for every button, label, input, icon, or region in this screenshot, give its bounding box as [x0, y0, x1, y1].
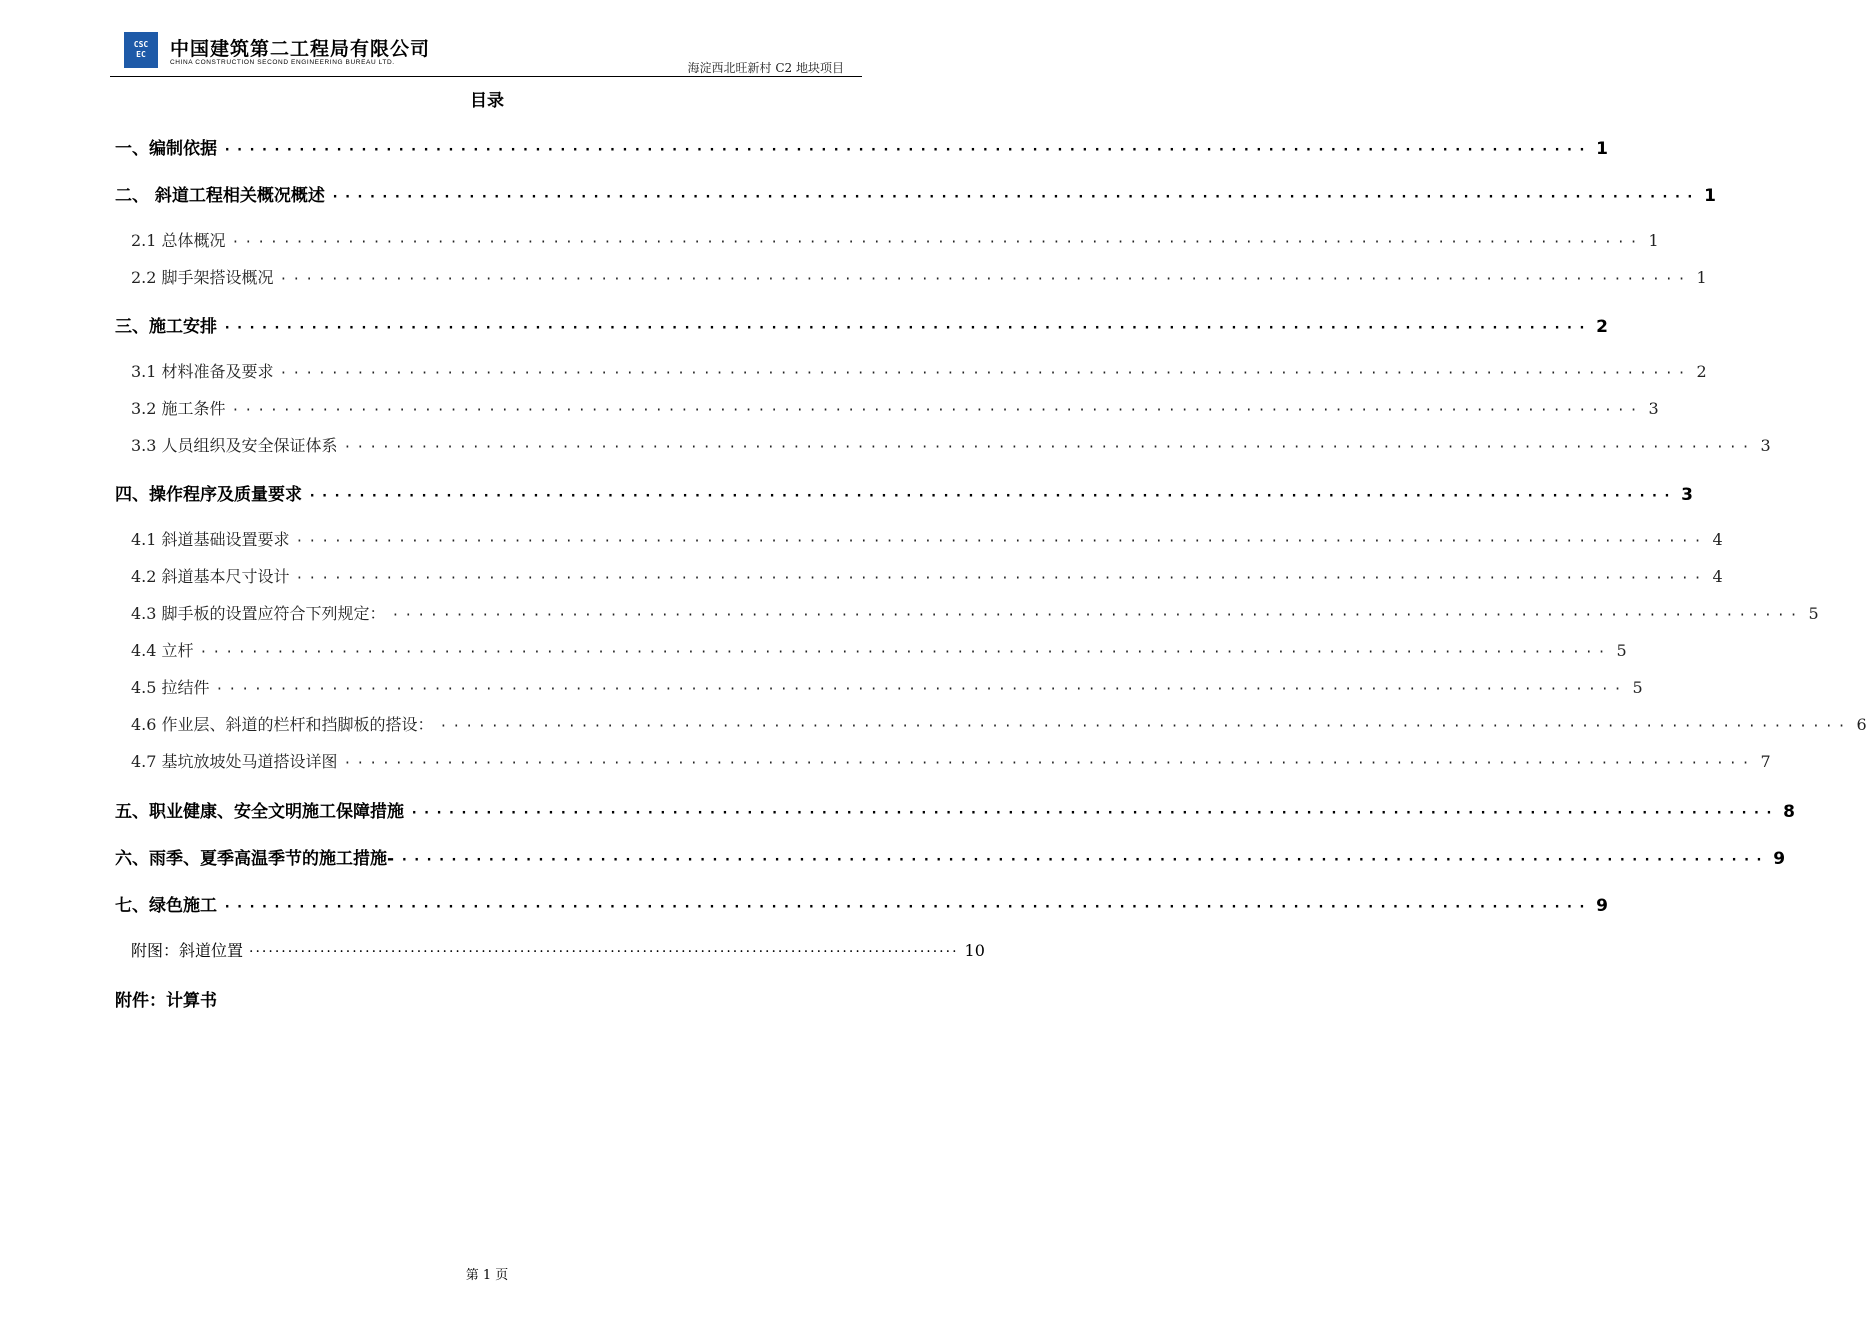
toc-leader-dots: ·············································································································· [279, 272, 1691, 287]
toc-leader-dots: ·············································································································· [343, 756, 1755, 771]
toc-entry-label: 2.2 脚手架搭设概况 [131, 268, 274, 287]
toc-entry-label: 4.5 拉结件 [131, 678, 210, 697]
toc-entry-3-2[interactable] [131, 396, 1659, 419]
toc-entry-2[interactable] [115, 181, 1716, 206]
toc-leader-dots: ·············································································································· [279, 366, 1691, 381]
toc-entry-page: 1 [1596, 139, 1609, 159]
toc-entry-3[interactable] [115, 312, 1609, 337]
toc-entry-label: 4.6 作业层、斜道的栏杆和挡脚板的搭设： [131, 715, 434, 734]
project-name: 海淀西北旺新村 C2 地块项目 [687, 61, 844, 75]
toc-entry-page: 9 [1596, 896, 1609, 916]
toc-leader-dots: ·············································································································· [391, 608, 1803, 623]
toc-entry-label: 3.3 人员组织及安全保证体系 [131, 436, 338, 455]
logo-text-bottom: EC [136, 50, 146, 59]
toc-entry-label: 一、编制依据 [115, 139, 217, 159]
toc-entry-appendix-figure[interactable] [131, 938, 985, 961]
toc-entry-4-3[interactable] [131, 601, 1819, 624]
toc-leader-dots: ·············································································································· [223, 320, 1591, 336]
toc-leader-dots: ·············································································································· [343, 440, 1755, 455]
toc-leader-dots: ·············································································································· [410, 805, 1778, 821]
toc-entry-6[interactable] [115, 844, 1786, 869]
toc-entry-2-1[interactable] [131, 228, 1659, 251]
toc-entry-label: 3.1 材料准备及要求 [131, 362, 274, 381]
toc-leader-dots: ·············································································································· [231, 403, 1643, 418]
logo-text-top: CSC [133, 40, 149, 49]
toc-leader-dots: ·············································································································· [223, 899, 1591, 915]
company-logo-icon [124, 32, 158, 68]
toc-entry-page: 5 [1616, 641, 1627, 660]
toc-entry-page: 9 [1773, 849, 1786, 869]
toc-entry-page: 3 [1648, 399, 1659, 418]
toc-entry-page: 1 [1704, 186, 1716, 206]
toc-entry-page: 1 [1696, 268, 1707, 287]
toc-entry-label: 3.2 施工条件 [131, 399, 226, 418]
toc-title: 目录 [470, 91, 504, 111]
toc-entry-page: 2 [1696, 362, 1707, 381]
toc-leader-dots: ·············································································································· [249, 944, 959, 960]
toc-entry-4-2[interactable] [131, 564, 1723, 587]
company-name-cn: 中国建筑第二工程局有限公司 [170, 38, 431, 60]
toc-entry-4-1[interactable] [131, 527, 1723, 550]
toc-entry-page: 3 [1760, 436, 1771, 455]
toc-entry-page: 2 [1596, 317, 1609, 337]
toc-leader-dots: ·············································································································· [199, 645, 1611, 660]
toc-entry-page: 10 [964, 941, 985, 960]
toc-entry-4[interactable] [115, 480, 1694, 505]
toc-entry-page: 4 [1712, 567, 1723, 586]
toc-entry-label: 五、职业健康、安全文明施工保障措施 [115, 802, 404, 822]
page-number: 第 1 页 [465, 1268, 509, 1283]
toc-leader-dots: ·············································································································· [400, 852, 1768, 868]
toc-entry-2-2[interactable] [131, 265, 1707, 288]
toc-entry-label: 4.2 斜道基本尺寸设计 [131, 567, 290, 586]
toc-entry-1[interactable] [115, 134, 1609, 159]
toc-entry-label: 二、 斜道工程相关概况概述 [115, 186, 325, 206]
toc-entry-label: 4.7 基坑放坡处马道搭设详图 [131, 752, 338, 771]
toc-entry-4-5[interactable] [131, 675, 1643, 698]
toc-entry-3-1[interactable] [131, 359, 1707, 382]
toc-entry-label: 三、施工安排 [115, 317, 217, 337]
toc-entry-page: 8 [1783, 802, 1796, 822]
toc-entry-label: 附图：斜道位置 [131, 941, 244, 960]
toc-entry-page: 3 [1681, 485, 1694, 505]
toc-entry-page: 6 [1856, 715, 1867, 734]
company-name-en: CHINA CONSTRUCTION SECOND ENGINEERING BUREAU LTD. [170, 59, 395, 66]
toc-leader-dots: ·············································································································· [330, 189, 1699, 205]
toc-entry-3-3[interactable] [131, 433, 1771, 456]
toc-entry-7[interactable] [115, 891, 1609, 916]
toc-entry-label: 六、雨季、夏季高温季节的施工措施- [115, 849, 395, 869]
toc-leader-dots: ·············································································································· [295, 534, 1707, 549]
toc-entry-label: 2.1 总体概况 [131, 231, 226, 250]
toc-entry-page: 5 [1808, 604, 1819, 623]
toc-entry-page: 1 [1648, 231, 1659, 250]
toc-entry-label: 四、操作程序及质量要求 [115, 485, 302, 505]
toc-leader-dots: ·············································································································· [295, 571, 1707, 586]
toc-entry-label: 4.4 立杆 [131, 641, 194, 660]
toc-leader-dots: ·············································································································· [439, 719, 1851, 734]
toc-entry-label: 七、绿色施工 [115, 896, 217, 916]
toc-leader-dots: ·············································································································· [215, 682, 1627, 697]
page-header [110, 30, 862, 77]
toc-entry-label: 4.1 斜道基础设置要求 [131, 530, 290, 549]
toc-leader-dots: ·············································································································· [308, 488, 1676, 504]
toc-entry-4-4[interactable] [131, 638, 1627, 661]
toc-entry-4-7[interactable] [131, 749, 1771, 772]
toc-entry-label: 4.3 脚手板的设置应符合下列规定： [131, 604, 386, 623]
toc-leader-dots: ·············································································································· [231, 235, 1643, 250]
toc-entry-page: 4 [1712, 530, 1723, 549]
toc-entry-page: 7 [1760, 752, 1771, 771]
toc-appendix-calculation[interactable]: 附件：计算书 [115, 991, 217, 1011]
toc-entry-page: 5 [1632, 678, 1643, 697]
toc-entry-4-6[interactable] [131, 712, 1867, 735]
toc-entry-5[interactable] [115, 797, 1796, 822]
toc-leader-dots: ·············································································································· [223, 142, 1591, 158]
